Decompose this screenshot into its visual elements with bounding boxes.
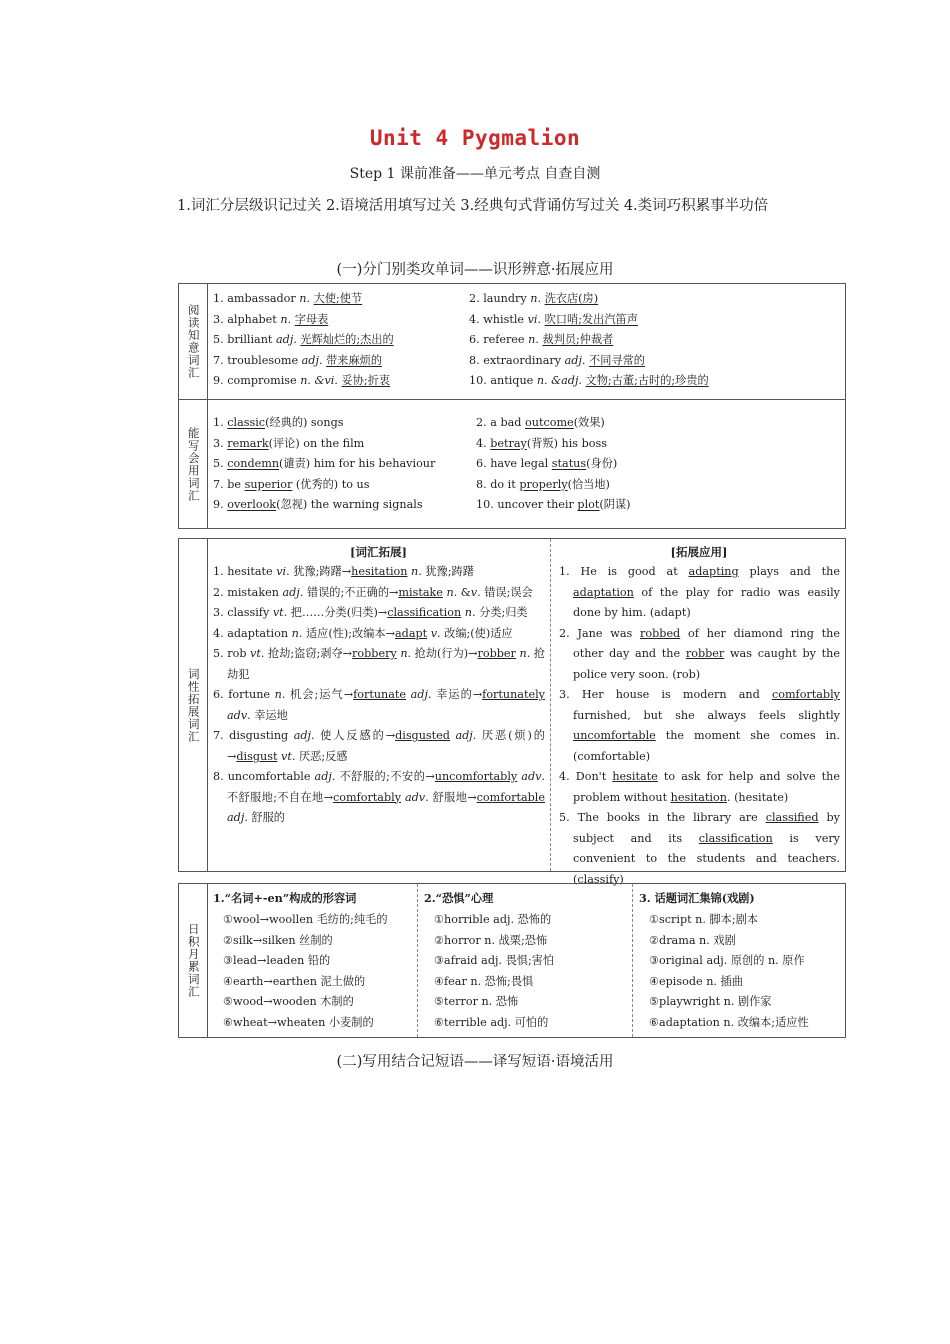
- vocab-extension-item: 8. uncomfortable adj. 不舒服的;不安的→uncomfortably adv. 不舒服地;不自在地→comfortably adv. 舒服地→comfortable adj. 舒服的: [213, 770, 545, 824]
- reading-vocab-item: 4. whistle vi. 吹口哨;发出汽笛声: [469, 312, 638, 326]
- column-divider-2: [632, 884, 633, 1037]
- writing-vocab-item: 4. betray(背叛) his boss: [476, 436, 607, 450]
- extension-vocab-box: [178, 538, 846, 886]
- writing-vocab-item: 2. a bad outcome(效果): [476, 416, 605, 429]
- reading-vocab-item: 7. troublesome adj. 带来麻烦的: [213, 353, 383, 367]
- extension-application-item: 1. He is good at adapting plays and the adaptation of the play for radio was easily done by him. (adapt): [559, 565, 840, 619]
- reading-vocab-item: 10. antique n. &adj. 文物;古董;古时的;珍贵的: [469, 374, 709, 387]
- page-title: Unit 4 Pygmalion: [369, 126, 581, 150]
- vocab-extension-list: [213, 562, 545, 829]
- writing-vocab-box: [178, 400, 846, 529]
- writing-vocab-item: 7. be superior (优秀的) to us: [213, 477, 370, 491]
- column-divider: [550, 539, 551, 871]
- extension-vocab-label: 词性拓展词汇: [179, 539, 208, 871]
- writing-vocab-item: 1. classic(经典的) songs: [213, 416, 344, 429]
- vocab-extension-item: 6. fortune n. 机会;运气→fortunate adj. 幸运的→fortunately adv. 幸运地: [213, 688, 545, 722]
- extension-application-heading: [拓展应用]: [670, 545, 728, 559]
- reading-vocab-item: 1. ambassador n. 大使;使节: [213, 292, 363, 305]
- extension-application-item: 4. Don't hesitate to ask for help and solve the problem without hesitation. (hesitate): [559, 770, 840, 804]
- noun-en-adjectives-item: ④earth→earthen 泥土做的: [223, 974, 366, 988]
- section1-title: (一)分门别类攻单词——识形辨意·拓展应用: [336, 262, 614, 278]
- intro-text: 1.词汇分层级识记过关 2.语境活用填写过关 3.经典句式背诵仿写过关 4.类词巧积累事半功倍: [177, 198, 769, 214]
- section2-title: (二)写用结合记短语——译写短语·语境活用: [336, 1054, 614, 1070]
- drama-topic-words-item: ①script n. 脚本;剧本: [649, 913, 759, 926]
- fear-words-item: ④fear n. 恐怖;畏惧: [434, 974, 534, 988]
- daily-vocab-box: [178, 883, 846, 1038]
- noun-en-adjectives-item: ⑤wood→wooden 木制的: [223, 995, 354, 1008]
- vocab-extension-item: 7. disgusting adj. 使人反感的→disgusted adj. 厌恶(烦)的→disgust vt. 厌恶;反感: [213, 729, 545, 763]
- noun-en-adjectives-item: ③lead→leaden 铅的: [223, 954, 331, 967]
- extension-application-item: 3. Her house is modern and comfortably furnished, but she always feels slightly uncomfortable the moment she comes in. (comfortable): [559, 688, 840, 763]
- vocab-extension-item: 1. hesitate vi. 犹豫;踌躇→hesitation n. 犹豫;踌躇: [213, 565, 474, 578]
- writing-vocab-item: 3. remark(评论) on the film: [213, 436, 365, 450]
- noun-en-adjectives-item: ②silk→silken 丝制的: [223, 933, 333, 947]
- writing-vocab-item: 9. overlook(忽视) the warning signals: [213, 498, 423, 511]
- fear-words-item: ⑥terrible adj. 可怕的: [434, 1015, 549, 1029]
- fear-words-item: ②horror n. 战栗;恐怖: [434, 933, 548, 947]
- reading-vocab-item: 2. laundry n. 洗衣店(房): [469, 292, 599, 305]
- writing-vocab-item: 6. have legal status(身份): [476, 457, 618, 470]
- reading-vocab-item: 8. extraordinary adj. 不同寻常的: [469, 353, 645, 367]
- vocab-extension-heading: [词汇拓展]: [350, 545, 407, 559]
- vocab-extension-item: 5. rob vt. 抢劫;盗窃;剥夺→robbery n. 抢劫(行为)→robber n. 抢劫犯: [213, 647, 545, 681]
- drama-topic-words-item: ⑥adaptation n. 改编本;适应性: [649, 1015, 809, 1029]
- reading-vocab-item: 9. compromise n. &vi. 妥协;折衷: [213, 374, 391, 387]
- drama-topic-words-item: ③original adj. 原创的 n. 原作: [649, 954, 805, 967]
- column-divider-1: [417, 884, 418, 1037]
- fear-words-item: ⑤terror n. 恐怖: [434, 995, 519, 1008]
- writing-vocab-label: 能写会用词汇: [179, 400, 208, 528]
- writing-vocab-item: 8. do it properly(恰当地): [476, 477, 610, 491]
- drama-topic-words-heading: 3. 话题词汇集锦(戏剧): [639, 891, 755, 905]
- vocab-extension-item: 4. adaptation n. 适应(性);改编本→adapt v. 改编;(使)适应: [213, 626, 513, 640]
- fear-words-item: ①horrible adj. 恐怖的: [434, 913, 552, 926]
- step-heading: Step 1 课前准备——单元考点 自查自测: [349, 166, 601, 182]
- vocab-extension-item: 2. mistaken adj. 错误的;不正确的→mistake n. &v. 错误;误会: [213, 585, 533, 599]
- extension-application-item: 5. The books in the library are classified by subject and its classification is very convenient to the students and teachers. (classify): [559, 811, 840, 886]
- writing-vocab-item: 5. condemn(谴责) him for his behaviour: [213, 457, 436, 470]
- drama-topic-words-item: ②drama n. 戏剧: [649, 933, 736, 947]
- reading-vocab-item: 6. referee n. 裁判员;仲裁者: [469, 333, 614, 346]
- extension-application-list: [559, 562, 840, 890]
- reading-vocab-item: 3. alphabet n. 字母表: [213, 312, 329, 326]
- extension-application-item: 2. Jane was robbed of her diamond ring the other day and the robber was caught by the police very soon. (rob): [559, 626, 840, 681]
- drama-topic-words-item: ⑤playwright n. 剧作家: [649, 995, 772, 1008]
- reading-vocab-item: 5. brilliant adj. 光辉灿烂的;杰出的: [213, 333, 394, 346]
- noun-en-adjectives-item: ⑥wheat→wheaten 小麦制的: [223, 1015, 374, 1029]
- reading-vocab-box: [178, 283, 846, 400]
- vocab-extension-item: 3. classify vt. 把……分类(归类)→classification n. 分类;归类: [213, 606, 528, 619]
- noun-en-adjectives-item: ①wool→woollen 毛纺的;纯毛的: [223, 913, 388, 926]
- fear-words-heading: 2.“恐惧”心理: [424, 891, 494, 905]
- reading-vocab-label: 阅读知意词汇: [179, 284, 208, 399]
- drama-topic-words-item: ④episode n. 插曲: [649, 974, 743, 988]
- fear-words-item: ③afraid adj. 畏惧;害怕: [434, 954, 555, 967]
- noun-en-adjectives-heading: 1.“名词+-en”构成的形容词: [213, 891, 357, 905]
- writing-vocab-item: 10. uncover their plot(阴谋): [476, 498, 631, 511]
- daily-vocab-label: 日积月累词汇: [179, 884, 208, 1037]
